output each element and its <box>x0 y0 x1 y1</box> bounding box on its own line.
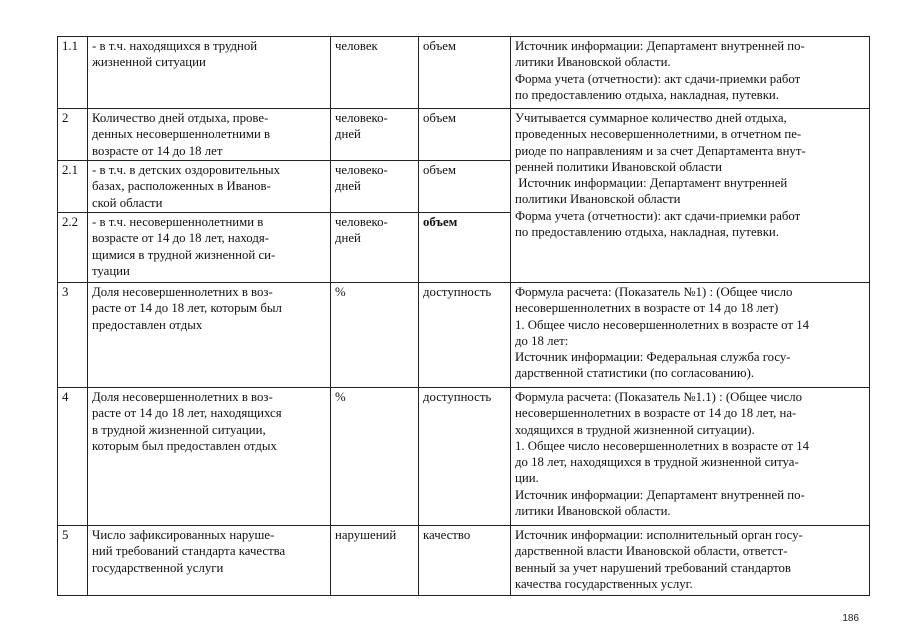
indicator-name <box>88 388 331 526</box>
table-row <box>58 37 870 109</box>
row-number <box>58 388 88 526</box>
text-line: объем <box>423 163 456 177</box>
row-number-text: 2.1 <box>62 163 78 177</box>
unit-of-measure <box>331 388 419 526</box>
unit-of-measure <box>331 526 419 596</box>
text-line: ской области <box>92 195 163 210</box>
text-line: Учитывается суммарное количество дней отдыха, <box>515 111 787 125</box>
text-line: Источник информации: Департамент внутренней <box>515 176 788 191</box>
table-row <box>58 388 870 526</box>
row-number-text: 2.2 <box>62 215 78 229</box>
text-line: - в т.ч. в детских оздоровительных <box>92 163 281 177</box>
text-line: венный за учет нарушений требований стандартов <box>515 560 791 575</box>
calculation-method <box>511 388 870 526</box>
text-line: 1. Общее число несовершеннолетних в возрасте от 14 <box>515 317 809 332</box>
text-line: ренней политики Ивановской области <box>515 159 722 174</box>
text-line: объем <box>423 39 456 53</box>
indicator-name <box>88 109 331 161</box>
text-line: риоде по направлениям и за счет Департамента внут- <box>515 143 806 158</box>
text-line: человеко- <box>335 111 388 125</box>
indicator-type <box>419 161 511 213</box>
unit-of-measure <box>331 37 419 109</box>
unit-of-measure <box>331 283 419 388</box>
indicator-name <box>88 526 331 596</box>
text-line: возрасте от 14 до 18 лет, находя- <box>92 231 269 246</box>
text-line: которым был предоставлен отдых <box>92 438 277 453</box>
indicators-table <box>57 36 870 596</box>
text-line: Формула расчета: (Показатель №1) : (Общее число <box>515 285 793 299</box>
row-number <box>58 283 88 388</box>
text-line: ходящихся в трудной жизненной ситуации). <box>515 422 755 437</box>
row-number-text: 1.1 <box>62 39 78 53</box>
text-line: доступность <box>423 390 492 404</box>
text-line: - в т.ч. несовершеннолетними в <box>92 215 264 229</box>
row-number-text: 3 <box>62 285 69 299</box>
text-line: Форма учета (отчетности): акт сдачи-приемки работ <box>515 208 801 223</box>
text-line: до 18 лет, находящихся в трудной жизненной ситуа- <box>515 455 799 470</box>
row-number <box>58 37 88 109</box>
text-line: % <box>335 285 346 299</box>
table-row <box>58 526 870 596</box>
text-line: дней <box>335 231 361 246</box>
text-line: ний требований стандарта качества <box>92 544 286 559</box>
text-line: Число зафиксированных наруше- <box>92 528 275 542</box>
text-line: человеко- <box>335 215 388 229</box>
text-line: дней <box>335 127 361 142</box>
text-line: доступность <box>423 285 492 299</box>
text-line: предоставлен отдых <box>92 317 203 332</box>
text-line: денных несовершеннолетними в <box>92 127 271 142</box>
text-line: объем <box>423 215 458 229</box>
text-line: Форма учета (отчетности): акт сдачи-приемки работ <box>515 71 801 86</box>
unit-of-measure <box>331 161 419 213</box>
text-line: расте от 14 до 18 лет, находящихся <box>92 406 282 421</box>
text-line: туации <box>92 263 130 278</box>
text-line: Формула расчета: (Показатель №1.1) : (Общее число <box>515 390 803 404</box>
text-line: 1. Общее число несовершеннолетних в возрасте от 14 <box>515 438 809 453</box>
table-row <box>58 283 870 388</box>
indicator-name <box>88 283 331 388</box>
text-line: качество <box>423 528 471 542</box>
text-line: несовершеннолетних в возрасте от 14 до 18 лет) <box>515 301 779 316</box>
text-line: проведенных несовершеннолетними, в отчетном пе- <box>515 127 802 142</box>
text-line: до 18 лет: <box>515 333 569 348</box>
text-line: % <box>335 390 346 404</box>
text-line: политики Ивановской области <box>515 192 681 207</box>
text-line: Источник информации: Департамент внутренней по- <box>515 487 805 502</box>
calculation-method <box>511 526 870 596</box>
indicator-type <box>419 37 511 109</box>
text-line: расте от 14 до 18 лет, которым был <box>92 301 282 316</box>
indicator-type <box>419 526 511 596</box>
text-line: щимися в трудной жизненной си- <box>92 247 276 262</box>
row-number-text: 5 <box>62 528 69 542</box>
indicator-name <box>88 161 331 213</box>
indicator-name <box>88 37 331 109</box>
text-line: в трудной жизненной ситуации, <box>92 422 266 437</box>
text-line: Количество дней отдыха, прове- <box>92 111 269 125</box>
calculation-method <box>511 37 870 109</box>
row-number <box>58 526 88 596</box>
text-line: Источник информации: исполнительный орган госу- <box>515 528 803 542</box>
text-line: Источник информации: Федеральная служба госу- <box>515 350 791 365</box>
row-number-text: 2 <box>62 111 69 125</box>
text-line: возрасте от 14 до 18 лет <box>92 143 223 158</box>
row-number <box>58 213 88 283</box>
row-number <box>58 161 88 213</box>
text-line: литики Ивановской области. <box>515 55 671 70</box>
text-line: качества государственных услуг. <box>515 576 693 591</box>
indicator-type <box>419 213 511 283</box>
text-line: Доля несовершеннолетних в воз- <box>92 285 273 299</box>
indicator-type <box>419 109 511 161</box>
indicator-type <box>419 283 511 388</box>
text-line: литики Ивановской области. <box>515 504 671 519</box>
text-line: дней <box>335 179 361 194</box>
text-line: несовершеннолетних в возрасте от 14 до 18 лет, на- <box>515 406 797 421</box>
text-line: человеко- <box>335 163 388 177</box>
text-line: дарственной статистики (по согласованию). <box>515 366 755 381</box>
text-line: человек <box>335 39 378 53</box>
text-line: государственной услуги <box>92 560 224 575</box>
text-line: дарственной власти Ивановской области, ответст- <box>515 544 788 559</box>
row-number <box>58 109 88 161</box>
calculation-method <box>511 109 870 283</box>
text-line: базах, расположенных в Иванов- <box>92 179 271 194</box>
text-line: по предоставлению отдыха, накладная, путевки. <box>515 87 779 102</box>
page-number: 186 <box>842 613 859 624</box>
calculation-method <box>511 283 870 388</box>
text-line: по предоставлению отдыха, накладная, путевки. <box>515 225 779 240</box>
table-row <box>58 109 870 161</box>
text-line: нарушений <box>335 528 397 542</box>
text-line: жизненной ситуации <box>92 55 206 70</box>
indicator-name <box>88 213 331 283</box>
unit-of-measure <box>331 213 419 283</box>
unit-of-measure <box>331 109 419 161</box>
text-line: Источник информации: Департамент внутренней по- <box>515 39 805 53</box>
text-line: Доля несовершеннолетних в воз- <box>92 390 273 404</box>
text-line: ции. <box>515 471 539 486</box>
indicator-type <box>419 388 511 526</box>
text-line: объем <box>423 111 456 125</box>
text-line: - в т.ч. находящихся в трудной <box>92 39 258 53</box>
row-number-text: 4 <box>62 390 69 404</box>
